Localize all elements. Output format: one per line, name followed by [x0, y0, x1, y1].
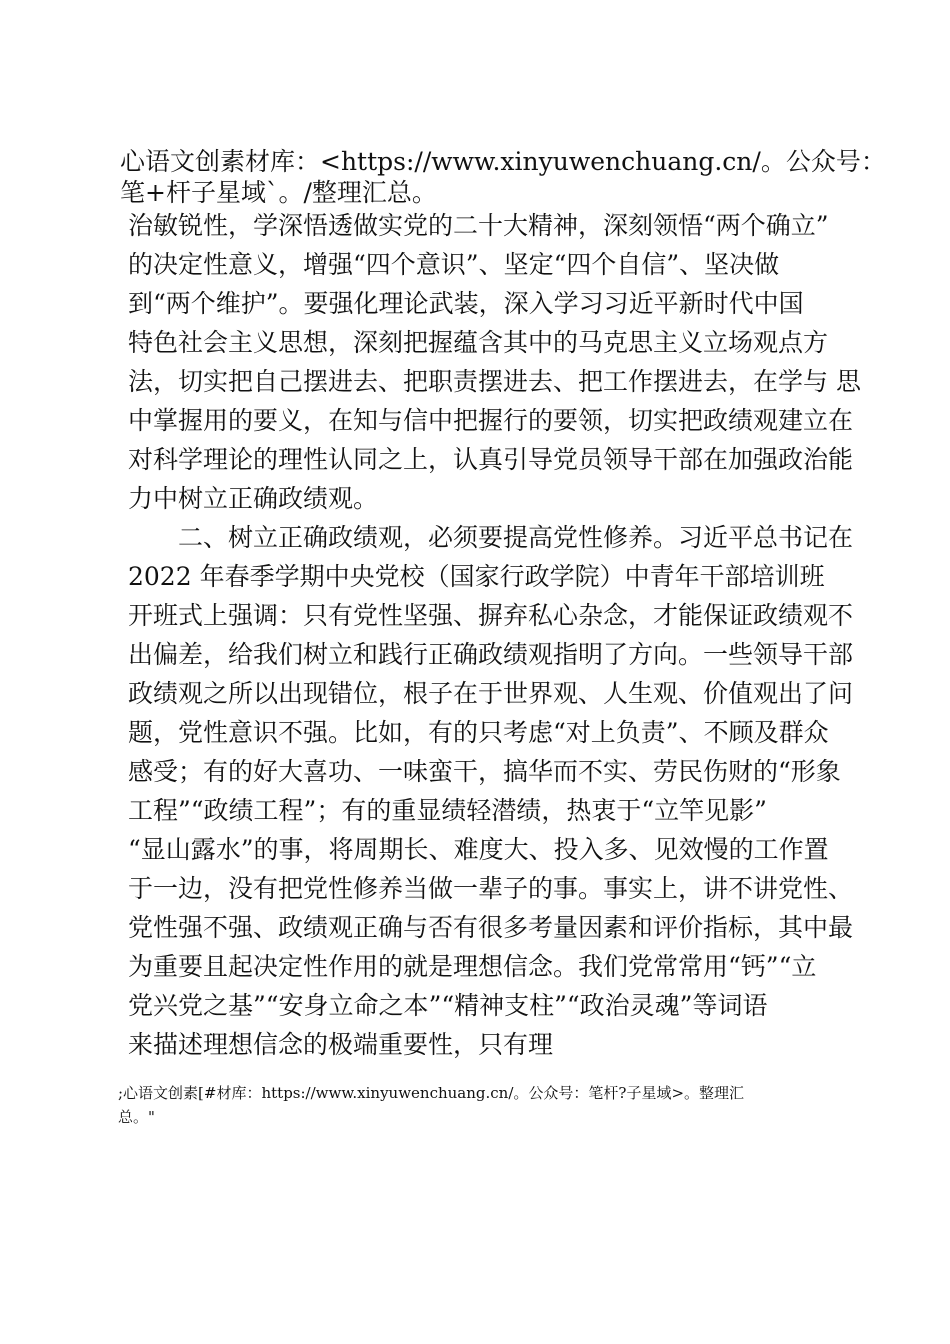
header-line-1: 心语文创素材库：<https://www.xinyuwenchuang.cn/。公众号：	[120, 147, 886, 176]
text-line: 对科学理论的理性认同之上，认真引导党员领导干部在加强政治能	[128, 445, 854, 474]
text-line: 特色社会主义思想，深刻把握蕴含其中的马克思主义立场观点方	[128, 328, 829, 357]
text-line: 来描述理想信念的极端重要性，只有理	[128, 1030, 554, 1059]
header-line-2: 笔+杆子星域`。/整理汇总。	[120, 178, 437, 207]
body-text	[128, 206, 861, 1064]
text-line: 出偏差，给我们树立和践行正确政绩观指明了方向。一些领导干部	[128, 640, 854, 669]
text-line: 中掌握用的要义，在知与信中把握行的要领，切实把政绩观建立在	[128, 406, 854, 435]
header-watermark	[120, 146, 886, 208]
text-line: 党兴党之基”“安身立命之本”“精神支柱”“政治灵魂”等词语	[128, 991, 768, 1020]
footer-line-2: 总。"	[118, 1108, 155, 1126]
text-line: 感受；有的好大喜功、一味蛮干，搞华而不实、劳民伤财的“形象	[128, 757, 841, 786]
text-line: 二、树立正确政绩观，必须要提高党性修养。习近平总书记在	[128, 523, 854, 552]
text-line: 力中树立正确政绩观。	[128, 484, 379, 513]
text-line: 工程”“政绩工程”；有的重显绩轻潜绩，热衷于“立竿见影”	[128, 796, 767, 825]
text-line: 治敏锐性，学深悟透做实党的二十大精神，深刻领悟“两个确立”	[128, 211, 829, 240]
text-line: 2022 年春季学期中央党校（国家行政学院）中青年干部培训班	[128, 562, 825, 591]
text-line: 法，切实把自己摆进去、把职责摆进去、把工作摆进去，在学与 思	[128, 367, 861, 396]
footer-line-1: ;心语文创素[#材库：https://www.xinyuwenchuang.cn/。公众号：笔杆?子星域>。整理汇	[118, 1084, 745, 1102]
text-line: 为重要且起决定性作用的就是理想信念。我们党常常用“钙”“立	[128, 952, 817, 981]
text-line: 的决定性意义，增强“四个意识”、坚定“四个自信”、坚决做	[128, 250, 780, 279]
text-line: 政绩观之所以出现错位，根子在于世界观、人生观、价值观出了问	[128, 679, 854, 708]
text-line: 开班式上强调：只有党性坚强、摒弃私心杂念，才能保证政绩观不	[128, 601, 854, 630]
text-line: 党性强不强、政绩观正确与否有很多考量因素和评价指标，其中最	[128, 913, 854, 942]
text-line: 到“两个维护”。要强化理论武装，深入学习习近平新时代中国	[128, 289, 804, 318]
text-line: 题，党性意识不强。比如，有的只考虑“对上负责”、不顾及群众	[128, 718, 829, 747]
footer-watermark	[118, 1081, 818, 1129]
text-line: “显山露水”的事，将周期长、难度大、投入多、见效慢的工作置	[128, 835, 829, 864]
text-line: 于一边，没有把党性修养当做一辈子的事。事实上，讲不讲党性、	[128, 874, 854, 903]
